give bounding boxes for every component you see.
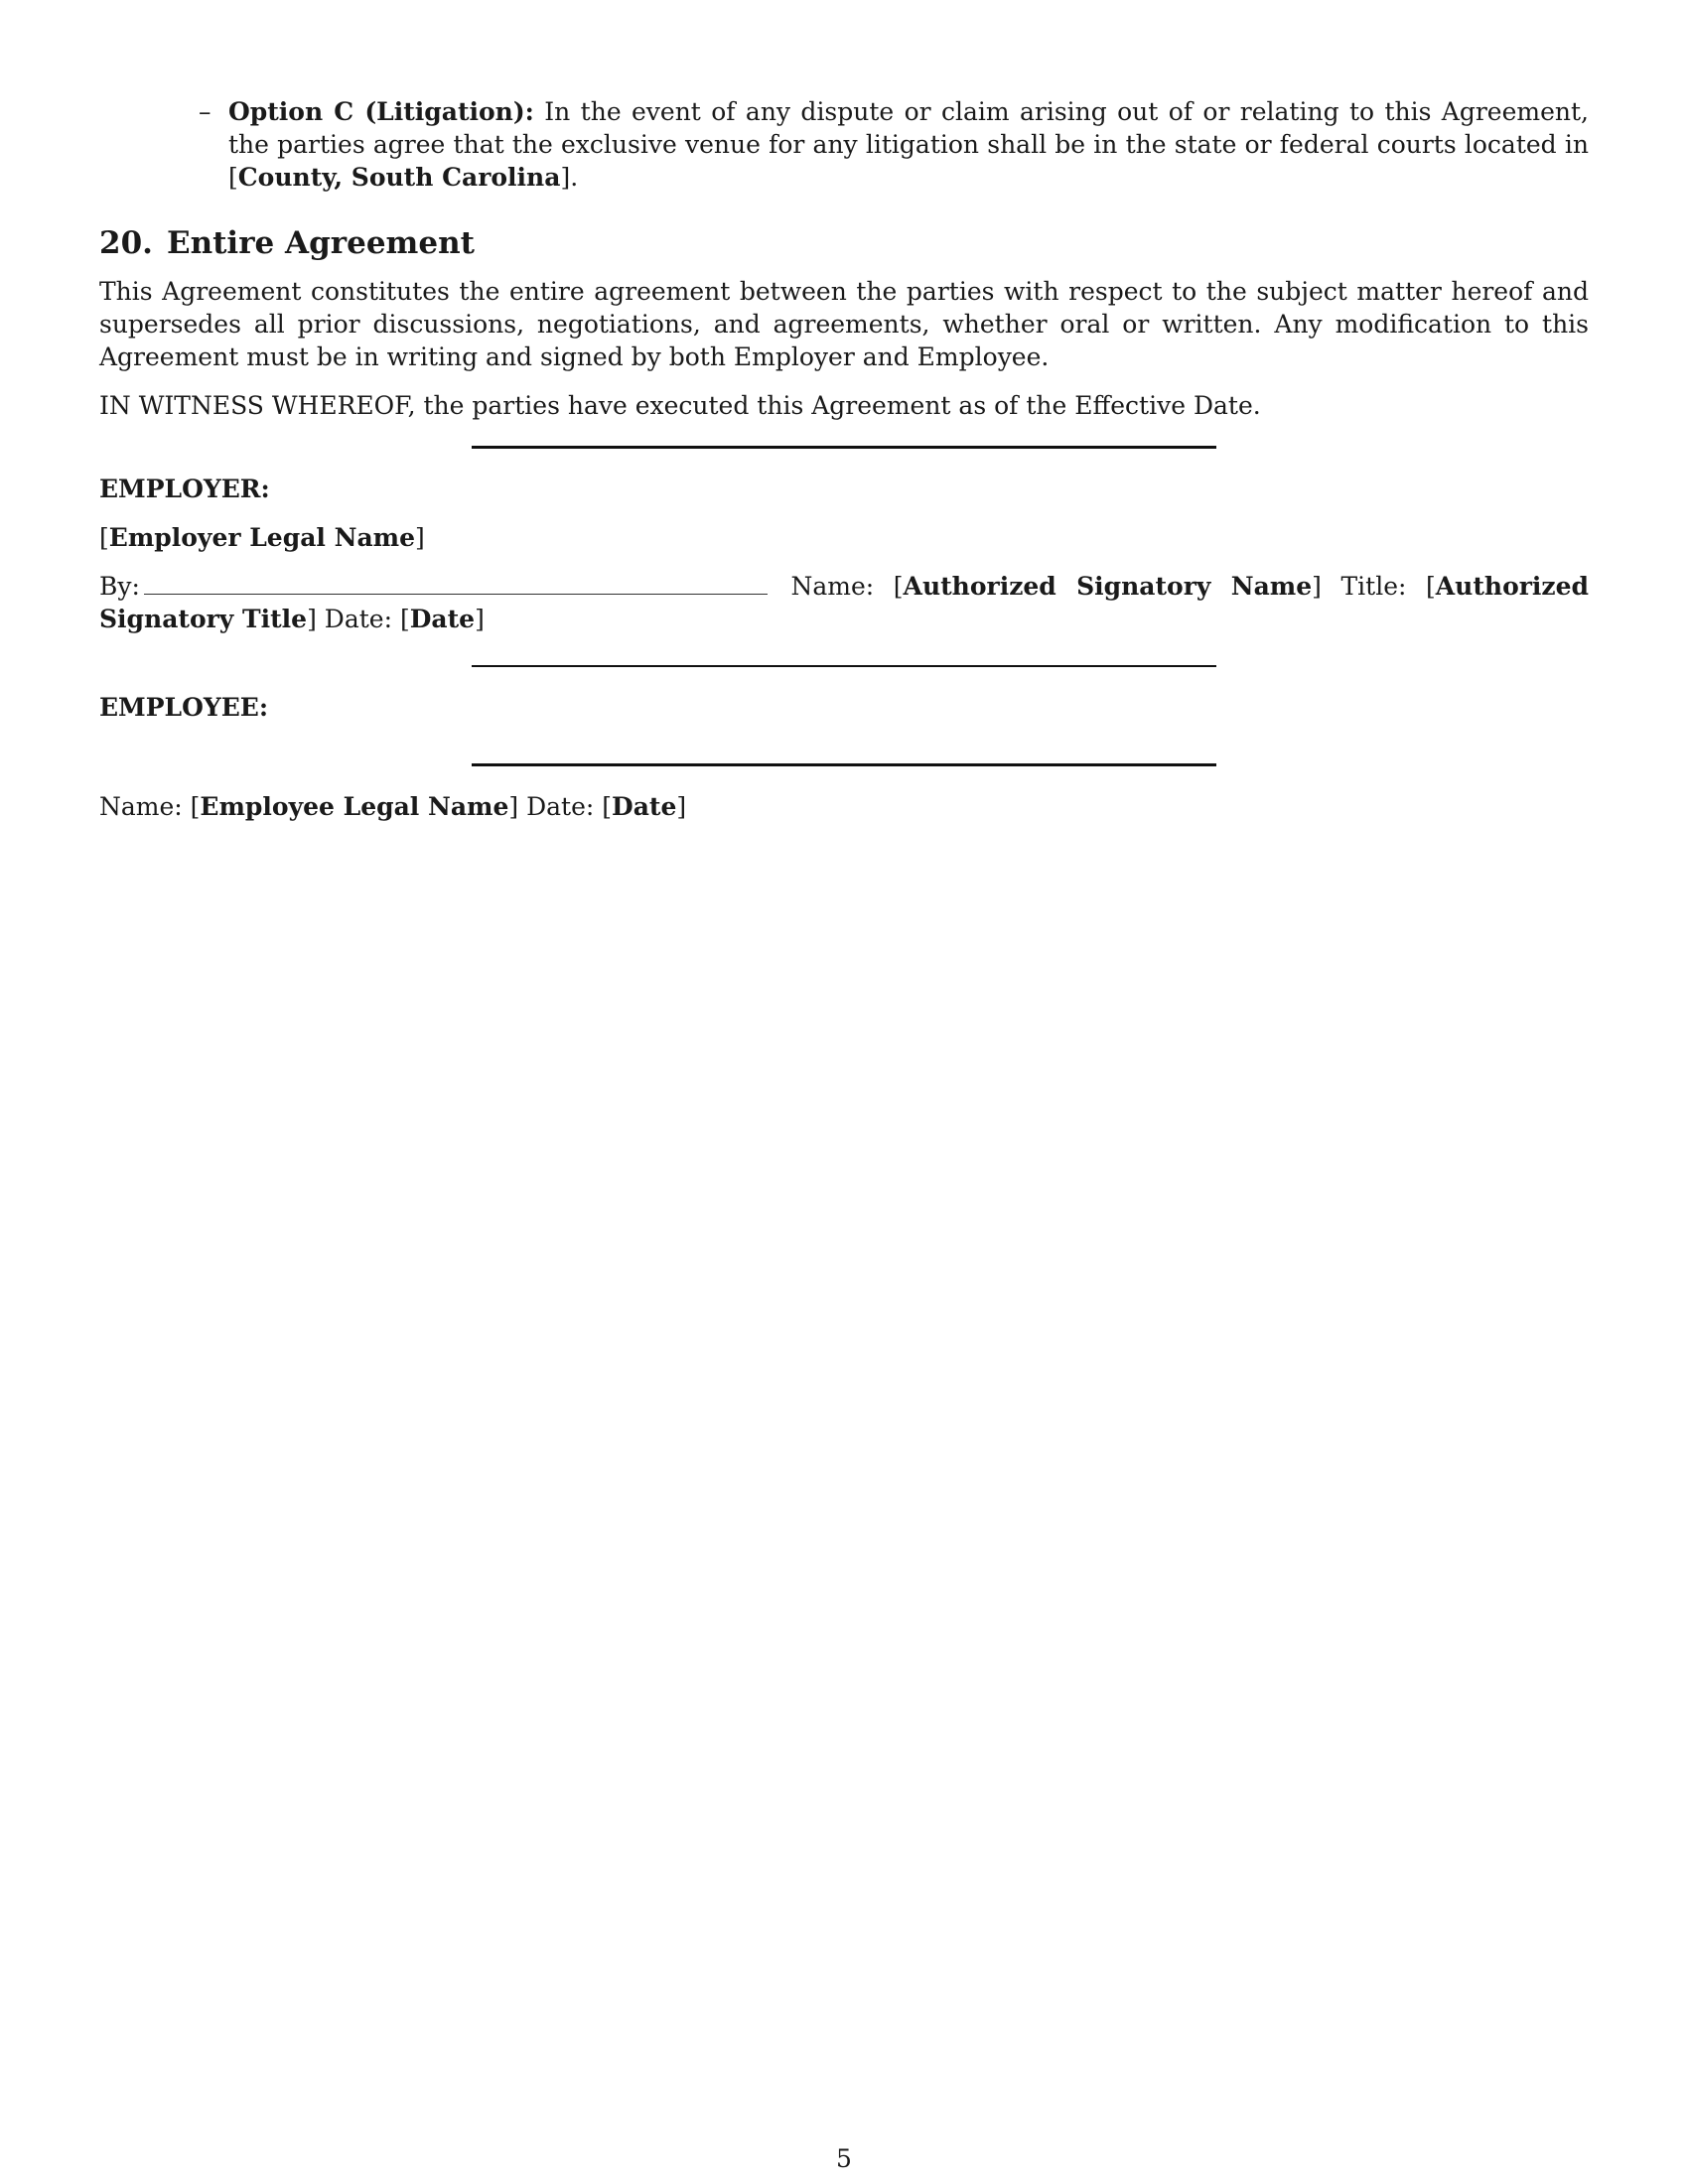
employer-legal-name: Employer Legal Name xyxy=(108,523,416,552)
employer-date: Date xyxy=(409,605,476,633)
option-c-text-end: ]. xyxy=(560,163,579,192)
county-placeholder: County, South Carolina xyxy=(237,163,561,192)
employer-signature-blank[interactable] xyxy=(144,572,768,595)
date-label: Date: xyxy=(526,791,595,821)
section-title: Entire Agreement xyxy=(166,225,475,261)
employee-heading: EMPLOYEE: xyxy=(99,692,269,722)
employer-heading: EMPLOYER: xyxy=(99,475,270,503)
option-c-text: In the event of any dispute or claim arising out of or relating to this Agreement, the parties agree that the exclusive venue for any litigation shall be in the state or federal courts located in [ xyxy=(228,97,1589,192)
option-c-label: Option C (Litigation): xyxy=(228,97,534,126)
entire-agreement-paragraph: This Agreement constitutes the entire agreement between the parties with respect to the subject matter hereof and supersedes all prior discussions, negotiations, and agreements, whether oral or written. Any modification to this Agreement must be in writing and signed by both Employer and Employee. xyxy=(99,277,1589,371)
witness-paragraph: IN WITNESS WHEREOF, the parties have executed this Agreement as of the Effective Date. xyxy=(99,391,1261,420)
signatory-name: Authorized Signatory Name xyxy=(903,572,1313,601)
list-dash: – xyxy=(199,97,211,126)
employee-legal-name: Employee Legal Name xyxy=(200,791,509,821)
option-c-item xyxy=(99,95,1589,194)
date-label: Date: xyxy=(324,605,393,633)
employer-legal-name-line: [Employer Legal Name] xyxy=(99,523,425,552)
employer-signature-block: By: Name: [Authorized Signatory Name] Title: [Authorized Signatory Title] Date: [Date] xyxy=(99,572,1589,633)
document-page xyxy=(99,95,1589,823)
page-number: 5 xyxy=(836,2144,852,2173)
name-label: Name: xyxy=(790,572,875,601)
by-label: By: xyxy=(99,572,140,601)
signatory-title: Authorized Signatory Title xyxy=(99,572,1589,633)
signature-line xyxy=(472,665,1216,667)
section-20-heading xyxy=(99,223,1589,263)
title-label: Title: xyxy=(1340,572,1407,601)
section-number: 20. xyxy=(99,225,153,261)
employee-date: Date xyxy=(612,791,677,821)
employee-signature-line[interactable] xyxy=(472,763,1216,766)
name-label: Name: xyxy=(99,791,183,821)
signature-line xyxy=(472,446,1216,449)
employee-signature-block: Name: [Employee Legal Name] Date: [Date] xyxy=(99,791,687,821)
